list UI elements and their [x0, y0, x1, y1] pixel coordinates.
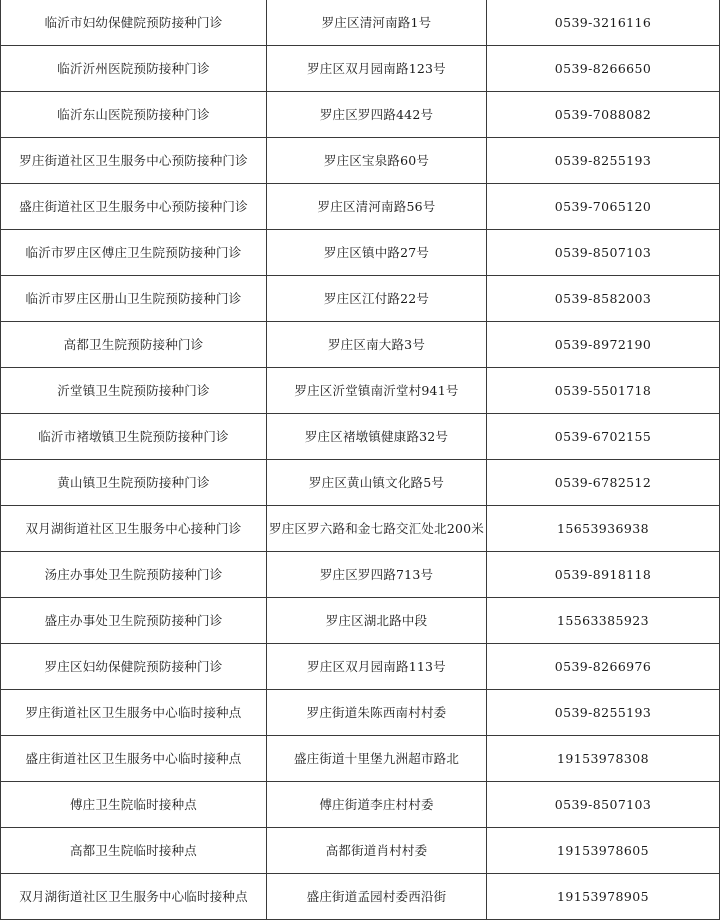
table-row	[1, 874, 720, 920]
table-row	[1, 92, 720, 138]
clinic-phone: 0539-8255193	[487, 138, 720, 184]
clinic-phone: 0539-8507103	[487, 230, 720, 276]
clinic-address: 盛庄街道孟园村委西沿街	[267, 874, 487, 920]
table-row	[1, 598, 720, 644]
table-row	[1, 460, 720, 506]
clinic-phone: 15653936938	[487, 506, 720, 552]
clinic-phone: 0539-6782512	[487, 460, 720, 506]
table-row	[1, 506, 720, 552]
clinic-address: 罗庄区罗六路和金七路交汇处北200米	[267, 506, 487, 552]
clinic-address: 罗庄区清河南路1号	[267, 0, 487, 46]
clinic-phone: 0539-8582003	[487, 276, 720, 322]
clinic-phone: 0539-8266976	[487, 644, 720, 690]
clinic-address: 高都街道肖村村委	[267, 828, 487, 874]
clinic-address: 罗庄区沂堂镇南沂堂村941号	[267, 368, 487, 414]
clinic-name: 临沂东山医院预防接种门诊	[1, 92, 267, 138]
clinic-name: 高都卫生院预防接种门诊	[1, 322, 267, 368]
clinic-phone: 19153978605	[487, 828, 720, 874]
clinic-name: 傅庄卫生院临时接种点	[1, 782, 267, 828]
clinic-name: 高都卫生院临时接种点	[1, 828, 267, 874]
table-row	[1, 230, 720, 276]
table-row	[1, 138, 720, 184]
table-row	[1, 828, 720, 874]
table-row	[1, 644, 720, 690]
clinic-phone: 0539-8255193	[487, 690, 720, 736]
table-row	[1, 368, 720, 414]
clinic-address: 罗庄区罗四路713号	[267, 552, 487, 598]
clinic-name: 罗庄区妇幼保健院预防接种门诊	[1, 644, 267, 690]
clinic-phone: 0539-7088082	[487, 92, 720, 138]
clinic-phone: 0539-8507103	[487, 782, 720, 828]
table-row	[1, 414, 720, 460]
clinic-address: 罗庄区宝泉路60号	[267, 138, 487, 184]
clinic-address: 罗庄区镇中路27号	[267, 230, 487, 276]
clinic-name: 盛庄街道社区卫生服务中心预防接种门诊	[1, 184, 267, 230]
clinic-name: 黄山镇卫生院预防接种门诊	[1, 460, 267, 506]
clinic-phone: 0539-3216116	[487, 0, 720, 46]
table-row	[1, 552, 720, 598]
clinic-name: 汤庄办事处卫生院预防接种门诊	[1, 552, 267, 598]
clinic-name: 罗庄街道社区卫生服务中心预防接种门诊	[1, 138, 267, 184]
clinic-address: 罗庄区罗四路442号	[267, 92, 487, 138]
clinic-address: 傅庄街道李庄村村委	[267, 782, 487, 828]
clinic-address: 罗庄区双月园南路113号	[267, 644, 487, 690]
clinic-phone: 19153978308	[487, 736, 720, 782]
clinic-name: 临沂市褚墩镇卫生院预防接种门诊	[1, 414, 267, 460]
clinic-address: 罗庄区清河南路56号	[267, 184, 487, 230]
clinic-name: 双月湖街道社区卫生服务中心接种门诊	[1, 506, 267, 552]
table-row	[1, 322, 720, 368]
clinic-address: 罗庄区褚墩镇健康路32号	[267, 414, 487, 460]
clinic-phone: 0539-5501718	[487, 368, 720, 414]
clinic-phone: 0539-8972190	[487, 322, 720, 368]
clinic-phone: 0539-8266650	[487, 46, 720, 92]
table-row	[1, 46, 720, 92]
table-row	[1, 276, 720, 322]
clinic-address: 罗庄区江付路22号	[267, 276, 487, 322]
clinic-name: 临沂市罗庄区册山卫生院预防接种门诊	[1, 276, 267, 322]
clinic-name: 临沂市妇幼保健院预防接种门诊	[1, 0, 267, 46]
table-row	[1, 0, 720, 46]
clinic-phone: 0539-7065120	[487, 184, 720, 230]
clinic-name: 罗庄街道社区卫生服务中心临时接种点	[1, 690, 267, 736]
table-row	[1, 184, 720, 230]
table-row	[1, 736, 720, 782]
clinic-name: 临沂沂州医院预防接种门诊	[1, 46, 267, 92]
table-row	[1, 690, 720, 736]
clinic-address: 罗庄街道朱陈西南村村委	[267, 690, 487, 736]
clinic-phone: 19153978905	[487, 874, 720, 920]
clinic-name: 盛庄办事处卫生院预防接种门诊	[1, 598, 267, 644]
clinic-address: 罗庄区南大路3号	[267, 322, 487, 368]
clinic-phone: 0539-6702155	[487, 414, 720, 460]
clinic-name: 双月湖街道社区卫生服务中心临时接种点	[1, 874, 267, 920]
clinic-address: 罗庄区黄山镇文化路5号	[267, 460, 487, 506]
clinic-address: 盛庄街道十里堡九洲超市路北	[267, 736, 487, 782]
clinic-address: 罗庄区湖北路中段	[267, 598, 487, 644]
clinic-address: 罗庄区双月园南路123号	[267, 46, 487, 92]
clinic-name: 临沂市罗庄区傅庄卫生院预防接种门诊	[1, 230, 267, 276]
clinic-name: 盛庄街道社区卫生服务中心临时接种点	[1, 736, 267, 782]
clinic-phone: 0539-8918118	[487, 552, 720, 598]
table-row	[1, 782, 720, 828]
clinic-name: 沂堂镇卫生院预防接种门诊	[1, 368, 267, 414]
clinic-phone: 15563385923	[487, 598, 720, 644]
